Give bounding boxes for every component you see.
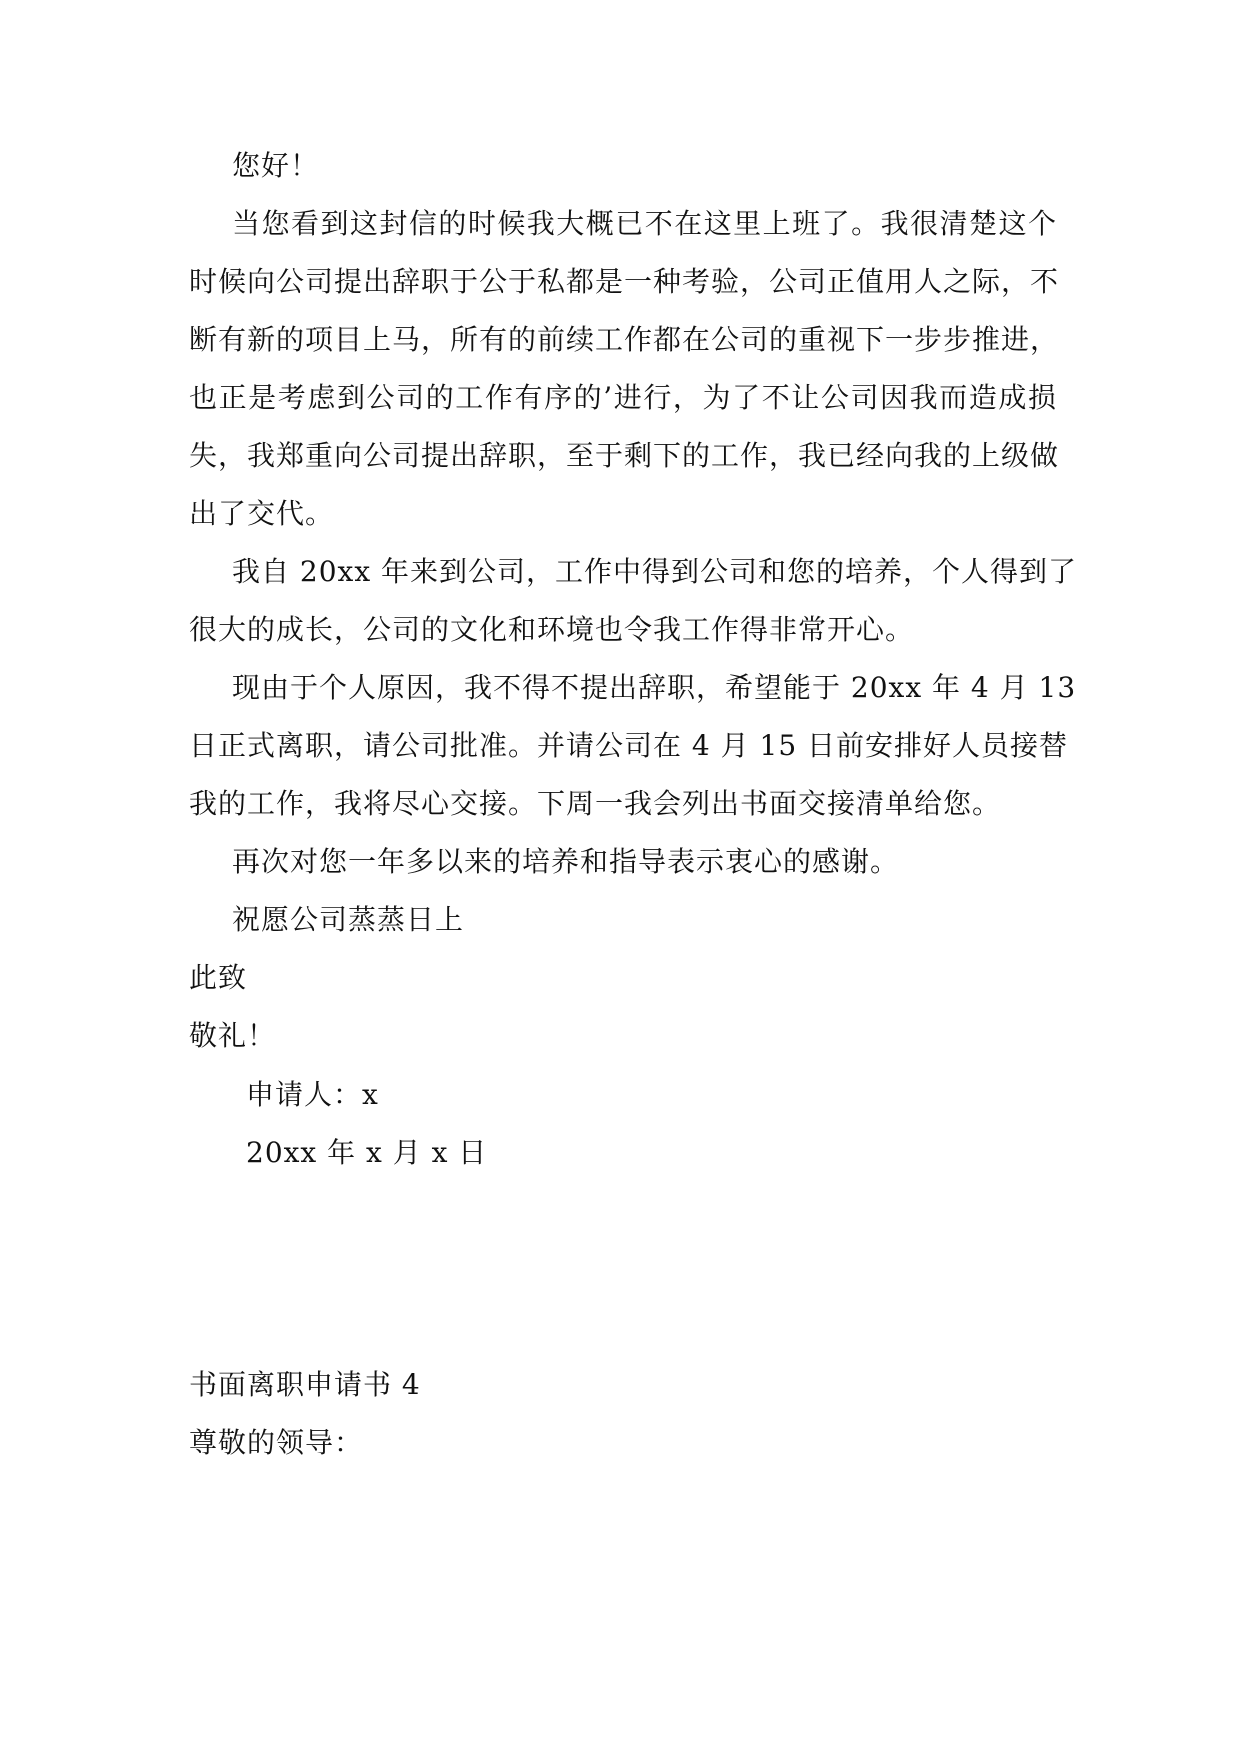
applicant-signature: 申请人：x — [246, 1078, 379, 1111]
closing-2: 敬礼！ — [189, 1019, 277, 1052]
next-letter-title: 书面离职申请书 4 — [189, 1368, 421, 1401]
paragraph-3-line-2: 日正式离职，请公司批准。并请公司在 4 月 15 日前安排好人员接替 — [189, 729, 1069, 762]
paragraph-1-line-5: 失，我郑重向公司提出辞职，至于剩下的工作，我已经向我的上级做 — [189, 439, 1060, 472]
wish-line: 祝愿公司蒸蒸日上 — [232, 903, 465, 936]
paragraph-1-line-1: 当您看到这封信的时候我大概已不在这里上班了。我很清楚这个 — [232, 207, 1057, 240]
paragraph-3-line-3: 我的工作，我将尽心交接。下周一我会列出书面交接清单给您。 — [189, 787, 1002, 820]
thanks-line: 再次对您一年多以来的培养和指导表示衷心的感谢。 — [232, 845, 900, 878]
paragraph-2-line-2: 很大的成长，公司的文化和环境也令我工作得非常开心。 — [189, 613, 915, 646]
paragraph-2-line-1: 我自 20xx 年来到公司，工作中得到公司和您的培养，个人得到了 — [232, 555, 1078, 588]
paragraph-1-line-6: 出了交代。 — [189, 497, 335, 530]
paragraph-3-line-1: 现由于个人原因，我不得不提出辞职，希望能于 20xx 年 4 月 13 — [232, 671, 1077, 704]
greeting: 您好！ — [232, 149, 320, 182]
paragraph-1-line-3: 断有新的项目上马，所有的前续工作都在公司的重视下一步步推进， — [189, 323, 1060, 356]
next-letter-salutation: 尊敬的领导： — [189, 1426, 364, 1459]
signature-date: 20xx 年 x 月 x 日 — [246, 1136, 488, 1169]
paragraph-1-line-4: 也正是考虑到公司的工作有序的’进行，为了不让公司因我而造成损 — [189, 381, 1057, 414]
paragraph-1-line-2: 时候向公司提出辞职于公于私都是一种考验，公司正值用人之际，不 — [189, 265, 1060, 298]
closing-1: 此致 — [189, 961, 248, 994]
